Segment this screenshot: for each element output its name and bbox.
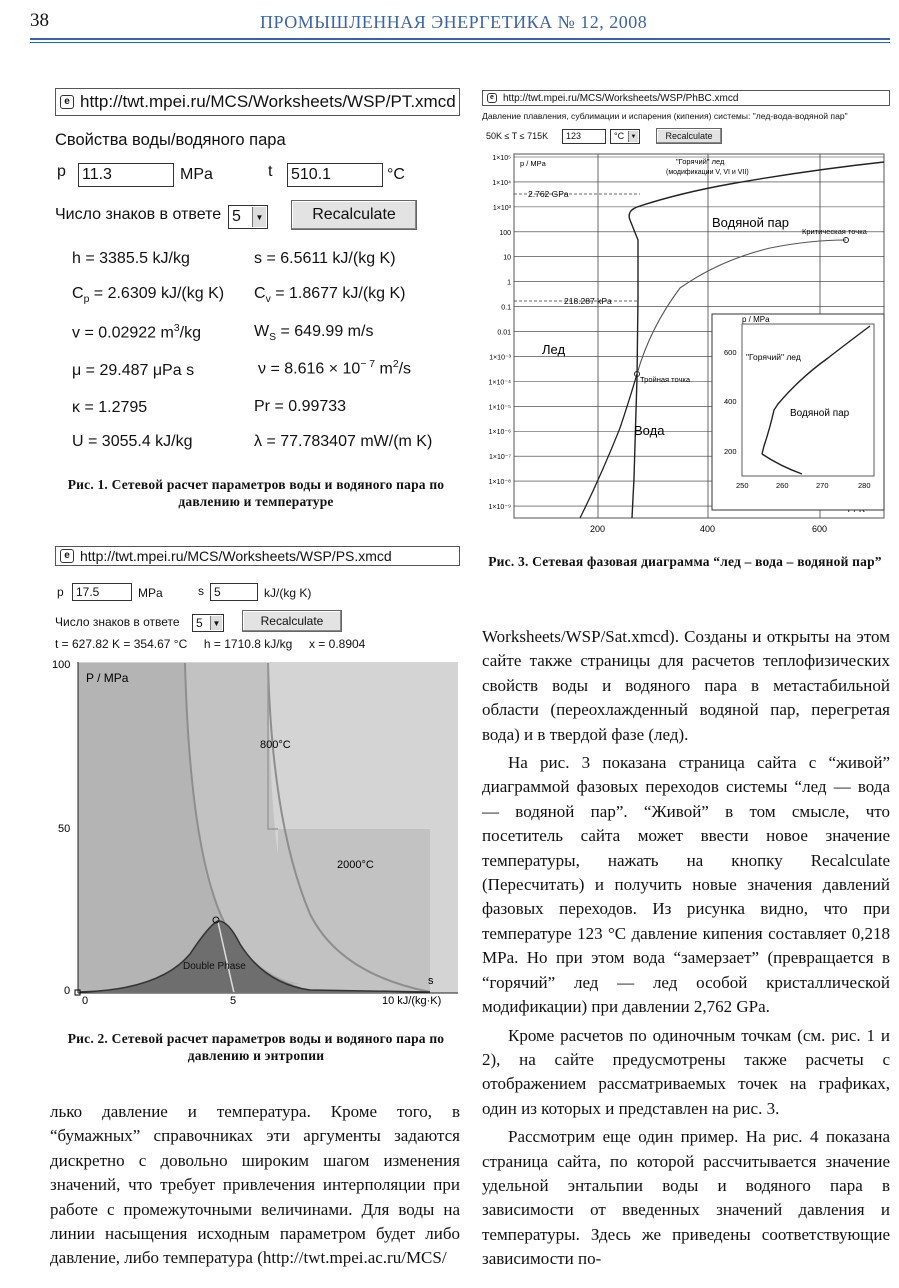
p-label: p <box>57 163 66 180</box>
label-double-phase: Double Phase <box>183 961 246 972</box>
figure-1-caption: Рис. 1. Сетевой расчет параметров воды и водяного пара по давлению и температуре <box>67 477 445 509</box>
label-800c: 800°C <box>260 739 291 751</box>
range-label: 50K ≤ T ≤ 715K <box>486 131 549 141</box>
temperature-input[interactable]: 123 <box>562 129 606 144</box>
paragraph: лько давление и температура. Кроме того, в “бумажных” справочниках эти аргументы задаются дискретно с довольно широким шагом изменения значений, что требует привлечения интерполяции при работе с промежуточными величинами. Для воды на линии насыщения исходным параметром будет либо давление, либо температура (http://twt.mpei.ac.ru/MCS/ <box>50 1102 460 1268</box>
result-line: t = 627.82 K = 354.67 °C h = 1710.8 kJ/kg x = 0.8904 <box>55 637 366 651</box>
kappa-value: κ = 1.2795 <box>72 399 148 416</box>
inset-x-tick-260: 260 <box>776 481 789 490</box>
label-hot-ice-mod: (модификации V, VI и VII) <box>666 169 749 176</box>
pressure-input[interactable]: 17.5 <box>72 583 132 601</box>
y-tick-label: 1×10⁻⁹ <box>488 504 511 512</box>
recalculate-button[interactable]: Recalculate <box>656 128 722 144</box>
address-url: http://twt.mpei.ru/MCS/Worksheets/WSP/PhBC.xmcd <box>503 92 739 104</box>
address-bar[interactable] <box>55 88 460 116</box>
x-tick-10: 10 kJ/(kg·K) <box>382 995 442 1007</box>
t-label: t <box>268 163 273 180</box>
form-subtitle: Давление плавления, сублимации и испарения (кипения) системы: "лед-вода-водяной пар" <box>482 111 848 121</box>
paragraph: На рис. 3 показана страница сайта с “живой” диаграммой фазовых переходов системы “лед — вода — водяной пар”. “Живой” в том смысле, что посетитель сайта может ввести новое значение температуры, нажать на кнопку Recalculate (Пересчитать) и получить новые значения давлений фазовых переходов. Из рисунка видно, что при температуре 123 °С давление кипения составляет 0,218 MPa. Но при этом вода “замерзает” (превращается в “горячий” лед — лед особой кристаллической модификации) при давлении 2,762 GPa. <box>482 753 890 1017</box>
ws-value: $W_S = 649.99$ m/s <box>254 323 374 344</box>
label-ice: Лед <box>542 342 566 357</box>
page-number: 38 <box>30 10 49 31</box>
header-rule <box>30 38 890 40</box>
unit-select[interactable]: °C ▼ <box>610 129 640 144</box>
temperature-input[interactable]: 510.1 <box>287 163 383 187</box>
y-tick-label: 100 <box>499 229 511 237</box>
y-tick-50: 50 <box>58 823 71 835</box>
ps-chart <box>50 654 470 1014</box>
h-value: h = 3385.5 kJ/kg <box>72 250 190 267</box>
right-column-text <box>482 625 890 1272</box>
digits-label: Число знаков в ответе <box>55 615 180 629</box>
y-tick-label: 1×10⁵ <box>492 155 511 162</box>
y-tick-0: 0 <box>64 985 71 997</box>
s-value: s = 6.5611 kJ/(kg K) <box>254 250 396 267</box>
label-218-kpa: 218.287 kPa <box>564 296 612 306</box>
address-url: http://twt.mpei.ru/MCS/Worksheets/WSP/PS.xmcd <box>80 548 392 564</box>
y-tick-label: 10 <box>503 254 511 262</box>
header-rule-thin <box>30 42 890 43</box>
y-tick-label: 1×10⁻⁸ <box>488 479 511 487</box>
s-label: s <box>198 584 204 598</box>
figure-3-caption: Рис. 3. Сетевая фазовая диаграмма “лед – вода – водяной пар” <box>488 554 882 569</box>
p-label: p <box>57 585 64 599</box>
label-hot-ice: "Горячий" лед <box>676 157 725 166</box>
lambda-value: λ = 77.783407 mW/(m K) <box>254 433 433 450</box>
y-tick-100: 100 <box>52 659 71 671</box>
pr-value: Pr = 0.99733 <box>254 398 347 415</box>
cv-value: $C_v = 1.8677$ kJ/(kg K) <box>254 285 406 306</box>
x-tick-0: 0 <box>82 995 89 1007</box>
y-tick-label: 1×10³ <box>492 204 511 212</box>
entropy-input[interactable]: 5 <box>210 583 258 601</box>
journal-title: ПРОМЫШЛЕННАЯ ЭНЕРГЕТИКА № 12, 2008 <box>260 12 648 32</box>
y-tick-label: 1×10⁴ <box>492 179 511 187</box>
y-tick-label: 0.1 <box>501 304 511 312</box>
chevron-down-icon: ▼ <box>210 616 222 630</box>
mu-value: μ = 29.487 μPa s <box>72 362 195 379</box>
inset-y-tick-400: 400 <box>724 397 737 406</box>
pressure-input[interactable]: 11.3 <box>78 163 174 187</box>
inset-label-hot-ice: "Горячий" лед <box>746 352 801 362</box>
figure-2 <box>50 540 470 1015</box>
phase-chart <box>480 148 892 538</box>
y-tick-label: 1×10⁻⁷ <box>489 454 511 462</box>
label-vapor: Водяной пар <box>712 215 790 230</box>
inset-label-vapor: Водяной пар <box>790 408 850 419</box>
left-column-text <box>50 1100 460 1271</box>
address-url: http://twt.mpei.ru/MCS/Worksheets/WSP/PT.xmcd <box>80 92 456 111</box>
y-tick-label: 1×10⁻⁴ <box>488 379 511 387</box>
digits-select[interactable]: 5 ▼ <box>228 205 268 229</box>
digits-select[interactable]: 5 ▼ <box>192 614 224 632</box>
figure-3 <box>480 88 892 538</box>
browser-icon: e <box>487 93 497 103</box>
y-tick-label: 1×10⁻⁵ <box>488 404 511 412</box>
label-2762-gpa: 2.762 GPa <box>528 189 569 199</box>
form-title: Свойства воды/водяного пара <box>55 131 286 149</box>
chevron-down-icon: ▼ <box>252 207 266 227</box>
recalculate-button[interactable]: Recalculate <box>242 610 342 632</box>
label-critical: Критическая точка <box>802 227 867 236</box>
x-tick-400: 400 <box>700 524 716 534</box>
paragraph: Рассмотрим еще один пример. На рис. 4 показана страница сайта, по которой рассчитывается значение удельной энтальпии воды и водяного пара в зависимости от введенных значений давления и температуры. Здесь же приведены соответствующие зависимости по- <box>482 1127 890 1269</box>
x-tick-5: 5 <box>230 995 237 1007</box>
y-tick-label: 1×10⁻³ <box>489 354 511 362</box>
cp-value: $C_p = 2.6309$ kJ/(kg K) <box>72 285 225 306</box>
inset-y-tick-200: 200 <box>724 447 737 456</box>
inset-y-label: p / MPa <box>742 315 770 324</box>
label-2000c: 2000°C <box>337 859 374 871</box>
browser-icon: e <box>60 95 74 109</box>
s-unit: kJ/(kg K) <box>264 586 312 600</box>
x-axis-label: s <box>428 975 434 987</box>
address-bar[interactable] <box>55 546 460 566</box>
y-tick-label: 0.01 <box>497 329 511 337</box>
figure-1 <box>50 85 470 465</box>
y-axis-label: p / MPa <box>520 159 546 168</box>
y-tick-label: 1×10⁻⁶ <box>488 429 511 437</box>
x-tick-600: 600 <box>812 524 828 534</box>
address-bar[interactable] <box>482 90 890 106</box>
p-unit: MPa <box>180 166 213 183</box>
recalculate-button[interactable]: Recalculate <box>291 200 417 230</box>
p-unit: MPa <box>138 586 163 600</box>
inset-x-tick-270: 270 <box>816 481 829 490</box>
inset-x-tick-280: 280 <box>858 481 871 490</box>
label-triple: Тройная точка <box>640 375 691 384</box>
paragraph: Worksheets/WSP/Sat.xmcd). Созданы и открыты на этом сайте также страницы для расчетов теплофизических свойств воды и водяного пара в метастабильной области (переохлажденный водяной пар, перегретая вода) и в твердой фазе (лед). <box>482 627 890 744</box>
browser-icon: e <box>60 549 74 563</box>
digits-label: Число знаков в ответе <box>55 206 222 223</box>
y-axis-label: P / MPa <box>86 671 129 685</box>
running-header <box>30 8 890 40</box>
chevron-down-icon: ▼ <box>628 131 638 142</box>
label-water: Вода <box>634 423 665 438</box>
nu-value: $\nu = 8.616 \times 10^{- 7}$ $m^2/s$ <box>258 359 412 378</box>
t-unit: °C <box>387 166 405 183</box>
y-ticks <box>489 155 512 511</box>
figure-2-caption: Рис. 2. Сетевой расчет параметров воды и водяного пара по давлению и энтропии <box>67 1031 445 1063</box>
u-value: U = 3055.4 kJ/kg <box>72 433 193 450</box>
inset-x-tick-250: 250 <box>736 481 749 490</box>
inset-chart <box>712 314 884 510</box>
v-value: v = 0.02922 $m^3/kg$ <box>72 323 201 342</box>
y-tick-label: 1 <box>507 279 511 287</box>
paragraph: Кроме расчетов по одиночным точкам (см. рис. 1 и 2), на сайте предусмотрены также расчеты с отображением рассматриваемых точек на графиках, один из которых и представлен на рис. 3. <box>482 1025 890 1118</box>
inset-y-tick-600: 600 <box>724 348 737 357</box>
x-tick-200: 200 <box>590 524 606 534</box>
